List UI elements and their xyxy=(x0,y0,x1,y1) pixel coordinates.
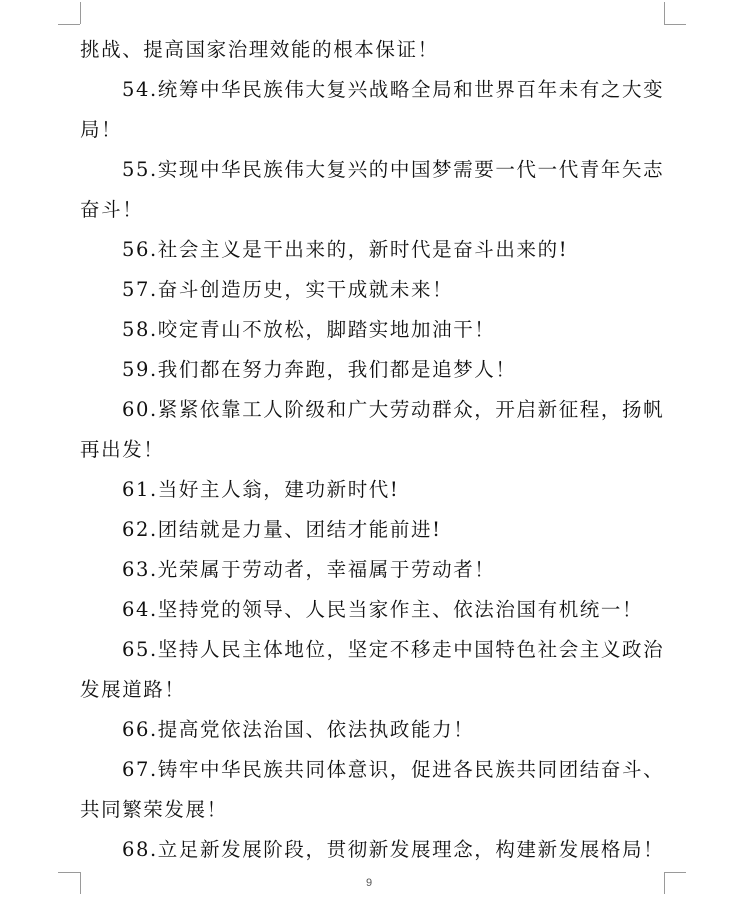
text-line: 66.提高党依法治国、依法执政能力！ xyxy=(122,718,475,741)
text-line: 奋斗！ xyxy=(80,198,144,221)
text-line: 65.坚持人民主体地位，坚定不移走中国特色社会主义政治 xyxy=(122,638,665,661)
text-line: 61.当好主人翁，建功新时代! xyxy=(122,478,400,501)
text-line: 再出发！ xyxy=(80,438,165,461)
text-line: 59.我们都在努力奔跑，我们都是追梦人！ xyxy=(122,358,517,381)
text-line: 67.铸牢中华民族共同体意识，促进各民族共同团结奋斗、 xyxy=(122,758,665,781)
crop-mark-top-right xyxy=(664,24,686,25)
document-body xyxy=(80,30,665,870)
crop-mark-bottom-right xyxy=(664,872,686,873)
text-line: 64.坚持党的领导、人民当家作主、依法治国有机统一！ xyxy=(122,598,644,621)
crop-mark-bottom-left xyxy=(58,872,80,873)
text-line: 68.立足新发展阶段，贯彻新发展理念，构建新发展格局！ xyxy=(122,838,665,861)
text-line: 局！ xyxy=(80,118,123,141)
crop-mark-top-left xyxy=(80,2,81,24)
text-line: 60.紧紧依靠工人阶级和广大劳动群众，开启新征程，扬帆 xyxy=(122,398,665,421)
text-line: 63.光荣属于劳动者，幸福属于劳动者！ xyxy=(122,558,496,581)
text-line: 62.团结就是力量、团结才能前进! xyxy=(122,518,442,541)
text-line: 58.咬定青山不放松，脚踏实地加油干！ xyxy=(122,318,496,341)
text-line: 挑战、提高国家治理效能的根本保证！ xyxy=(80,38,439,61)
text-line: 56.社会主义是干出来的，新时代是奋斗出来的! xyxy=(122,238,569,261)
text-line: 55.实现中华民族伟大复兴的中国梦需要一代一代青年矢志 xyxy=(122,158,665,181)
page-number: 9 xyxy=(365,877,373,889)
text-line: 54.统筹中华民族伟大复兴战略全局和世界百年未有之大变 xyxy=(122,78,665,101)
text-line: 共同繁荣发展！ xyxy=(80,798,228,821)
text-line: 57.奋斗创造历史，实干成就未来！ xyxy=(122,278,454,301)
text-line: 发展道路！ xyxy=(80,678,186,701)
crop-mark-top-left xyxy=(58,24,80,25)
crop-mark-top-right xyxy=(664,2,665,24)
